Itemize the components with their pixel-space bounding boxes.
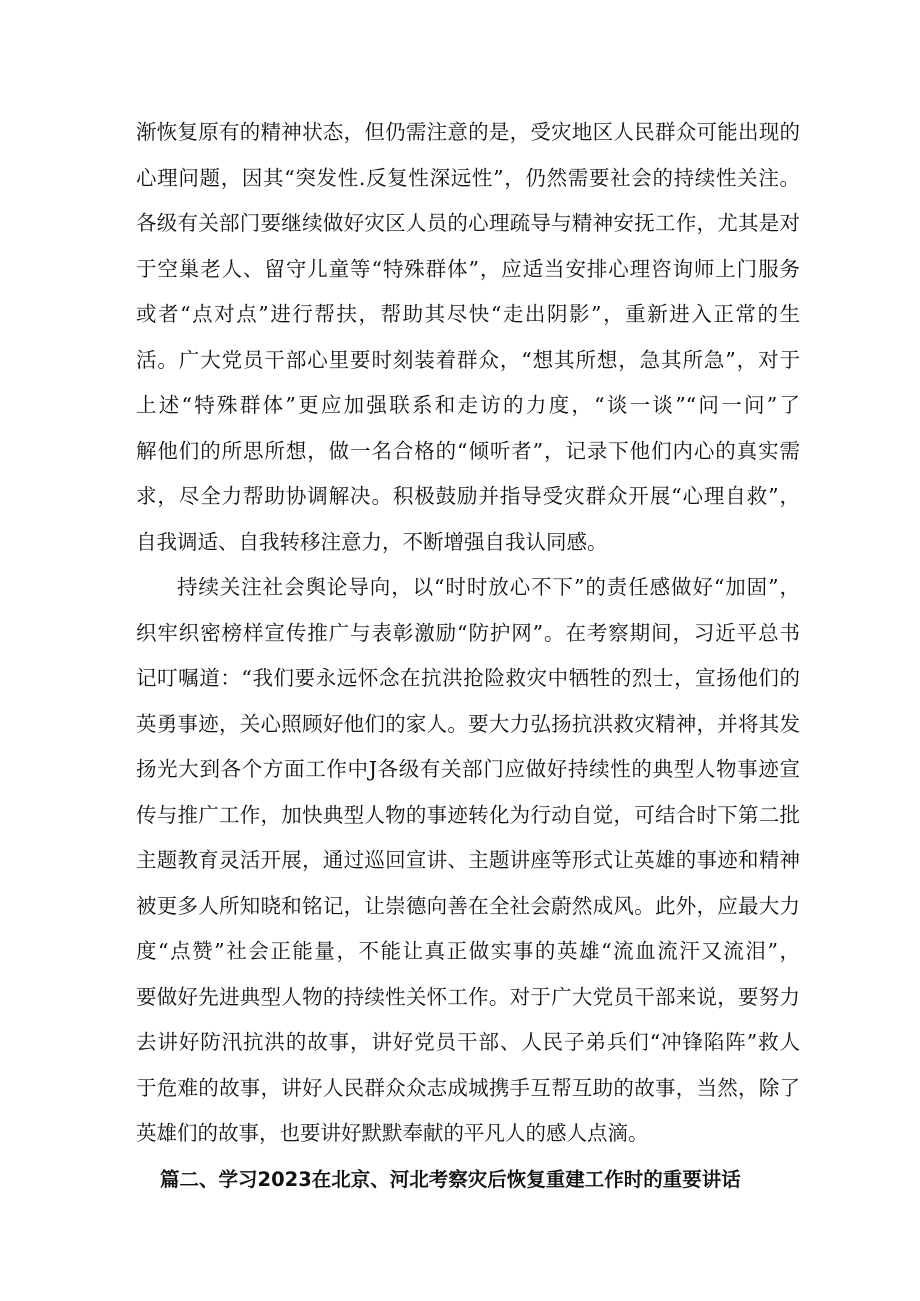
paragraph-line: 英雄们的故事，也要讲好默默奉献的平凡人的感人点滴。 (136, 1121, 649, 1145)
paragraph-line: 渐恢复原有的精神状态，但仍需注意的是，受灾地区人民群众可能出现的 (136, 120, 800, 144)
paragraph-line: 上述“特殊群体”更应加强联系和走访的力度，“谈一谈”“问一问”了 (136, 393, 800, 417)
paragraph-line: 解他们的所思所想，做一名合格的“倾听者”，记录下他们内心的真实需 (136, 439, 800, 463)
paragraph-line: 或者“点对点”进行帮扶，帮助其尽快“走出阴影”，重新进入正常的生 (136, 302, 800, 326)
paragraph-line: 求，尽全力帮助协调解决。积极鼓励并指导受灾群众开展“心理自救”， (136, 484, 800, 508)
paragraph-line: 度“点赞”社会正能量，不能让真正做实事的英雄“流血流汗又流泪”， (136, 939, 800, 963)
paragraph-line: 于空巢老人、留守儿童等“特殊群体”，应适当安排心理咨询师上门服务 (136, 257, 800, 281)
paragraph-line: 被更多人所知晓和铭记，让崇德向善在全社会蔚然成风。此外，应最大力 (136, 894, 800, 918)
paragraph-line: 活。广大党员干部心里要时刻装着群众，“想其所想，急其所急”，对于 (136, 348, 800, 372)
paragraph-line: 主题教育灵活开展，通过巡回宣讲、主题讲座等形式让英雄的事迹和精神 (136, 848, 800, 872)
paragraph-line: 去讲好防汛抗洪的故事，讲好党员干部、人民子弟兵们“冲锋陷阵”救人 (136, 1030, 800, 1054)
paragraph-line: 持续关注社会舆论导向，以“时时放心不下”的责任感做好“加固”， (177, 575, 800, 599)
paragraph-line: 自我调适、自我转移注意力，不断增强自我认同感。 (136, 530, 608, 554)
paragraph-line: 于危难的故事，讲好人民群众众志成城携手互帮互助的故事，当然，除了 (136, 1076, 800, 1100)
paragraph-line: 传与推广工作，加快典型人物的事迹转化为行动自觉，可结合时下第二批 (136, 803, 800, 827)
paragraph-line: 记叮嘱道：“我们要永远怀念在抗洪抢险救灾中牺牲的烈士，宣扬他们的 (136, 666, 800, 690)
paragraph-line: 心理问题，因其“突发性.反复性深远性”，仍然需要社会的持续性关注。 (136, 166, 800, 190)
paragraph-line: 英勇事迹，关心照顾好他们的家人。要大力弘扬抗洪救灾精神，并将其发 (136, 712, 800, 736)
paragraph-line: 扬光大到各个方面工作中J各级有关部门应做好持续性的典型人物事迹宣 (136, 757, 800, 781)
paragraph-line: 织牢织密榜样宣传推广与表彰激励“防护网”。在考察期间，习近平总书 (136, 621, 800, 645)
section-heading: 篇二、学习2023在北京、河北考察灾后恢复重建工作时的重要讲话 (160, 1168, 741, 1191)
paragraph-line: 要做好先进典型人物的持续性关怀工作。对于广大党员干部来说，要努力 (136, 985, 800, 1009)
paragraph-line: 各级有关部门要继续做好灾区人员的心理疏导与精神安抚工作，尤其是对 (136, 211, 800, 235)
